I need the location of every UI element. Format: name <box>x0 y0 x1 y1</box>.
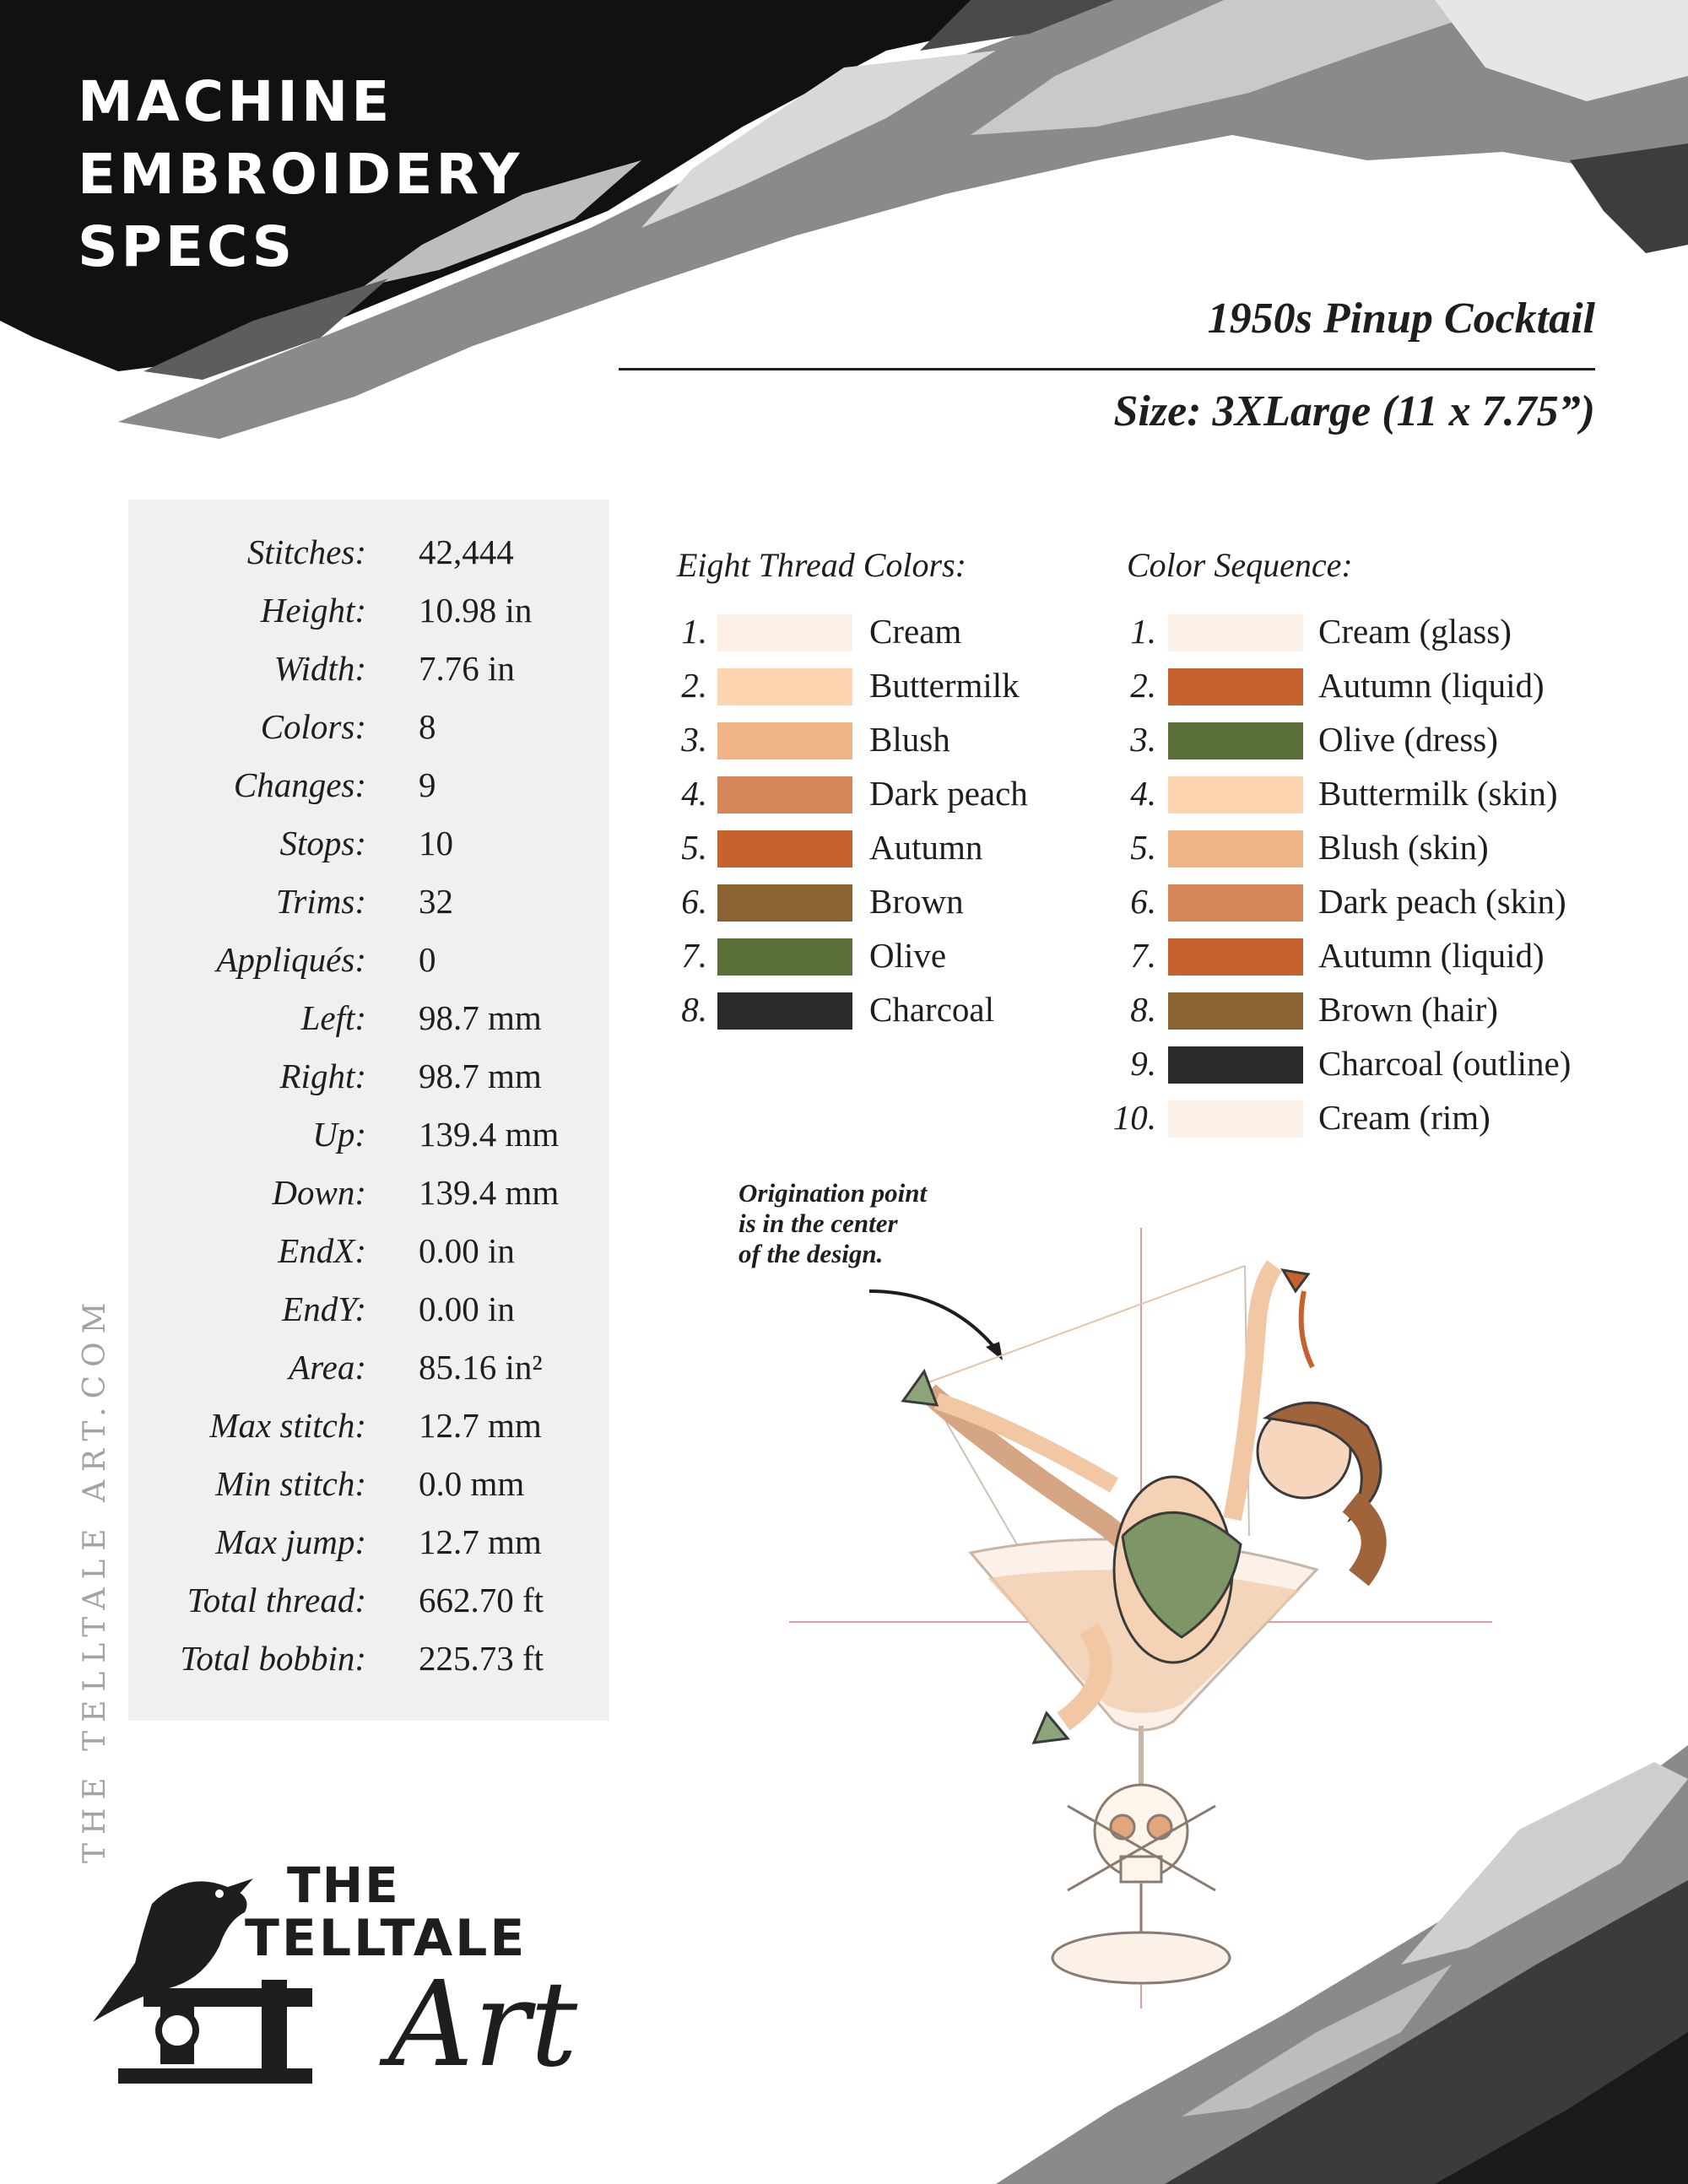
spec-value: 139.4 mm <box>419 1115 560 1154</box>
spec-value: 12.7 mm <box>419 1406 542 1445</box>
thread-name: Cream (glass) <box>1318 612 1512 651</box>
spec-value: 9 <box>419 765 436 804</box>
side-url: THE TELLTALE ART.COM <box>78 1294 112 1863</box>
color-swatch <box>1168 668 1303 705</box>
spec-value: 225.73 ft <box>419 1639 544 1678</box>
thread-name: Brown <box>869 882 964 921</box>
thread-name: Autumn <box>869 828 983 867</box>
spec-row <box>128 706 609 757</box>
spec-value: 42,444 <box>419 532 514 571</box>
color-swatch <box>1168 1100 1303 1138</box>
spec-label: Stitches: <box>246 532 366 571</box>
spec-row <box>128 1522 609 1572</box>
design-name: 1950s Pinup Cocktail <box>1207 295 1595 343</box>
color-swatch <box>717 938 852 976</box>
thread-name: Charcoal (outline) <box>1318 1044 1572 1083</box>
thread-number: 4. <box>681 774 707 813</box>
thread-number: 3. <box>1130 720 1156 759</box>
spec-row <box>128 1580 609 1630</box>
spec-value: 98.7 mm <box>419 1057 542 1095</box>
thread-name: Buttermilk <box>869 666 1020 705</box>
color-swatch <box>1168 992 1303 1030</box>
thread-number: 2. <box>1130 666 1156 705</box>
spec-row <box>128 532 609 582</box>
color-swatch <box>717 992 852 1030</box>
color-swatch <box>1168 614 1303 651</box>
thread-number: 7. <box>1130 936 1156 975</box>
design-size: Size: 3XLarge (11 x 7.75”) <box>1113 387 1595 435</box>
thread-number: 7. <box>681 936 707 975</box>
spec-row <box>128 939 609 990</box>
origin-note-line-2: is in the center <box>738 1208 898 1238</box>
spec-label: Appliqués: <box>216 940 366 979</box>
thread-name: Dark peach (skin) <box>1318 882 1566 921</box>
thread-name: Cream (rim) <box>1318 1098 1491 1137</box>
color-swatch <box>1168 722 1303 760</box>
color-swatch <box>1168 938 1303 976</box>
logo-text-the: THE <box>287 1857 400 1914</box>
spec-value: 7.76 in <box>419 649 515 688</box>
spec-row <box>128 1289 609 1339</box>
footer-brush-background <box>928 1711 1688 2184</box>
page-title-line-2: EMBROIDERY <box>78 142 523 207</box>
thread-number: 8. <box>681 990 707 1029</box>
thread-number: 5. <box>1130 828 1156 867</box>
spec-row <box>128 590 609 641</box>
thread-name: Buttermilk (skin) <box>1318 774 1558 813</box>
spec-value: 10 <box>419 824 453 862</box>
specs-panel <box>128 500 609 1721</box>
spec-label: Height: <box>260 591 366 630</box>
spec-label: Max stitch: <box>209 1406 366 1445</box>
spec-label: Down: <box>272 1173 366 1212</box>
logo-text-art: Art <box>388 1956 578 2094</box>
spec-row <box>128 881 609 932</box>
origin-arrow <box>869 1291 1000 1354</box>
spec-value: 8 <box>419 707 436 746</box>
color-swatch <box>1168 1046 1303 1084</box>
thread-name: Autumn (liquid) <box>1318 666 1545 705</box>
title-divider <box>619 368 1595 370</box>
thread-name: Blush (skin) <box>1318 828 1489 867</box>
color-swatch <box>717 668 852 705</box>
page-title <box>78 66 522 284</box>
spec-label: Left: <box>300 998 366 1037</box>
spec-value: 10.98 in <box>419 591 533 630</box>
spec-row <box>128 1463 609 1514</box>
thread-number: 3. <box>681 720 707 759</box>
spec-label: Area: <box>289 1348 366 1387</box>
spec-value: 0.00 in <box>419 1231 515 1270</box>
spec-row <box>128 1114 609 1165</box>
spec-label: Up: <box>312 1115 366 1154</box>
spec-value: 662.70 ft <box>419 1581 544 1619</box>
thread-name: Dark peach <box>869 774 1028 813</box>
thread-number: 8. <box>1130 990 1156 1029</box>
spec-row <box>128 1172 609 1223</box>
page-title-line-3: SPECS <box>78 214 296 279</box>
spec-label: Width: <box>273 649 366 688</box>
origin-note-line-1: Origination point <box>738 1178 928 1208</box>
spec-row <box>128 1056 609 1106</box>
spec-label: EndY: <box>282 1289 366 1328</box>
spec-row <box>128 765 609 815</box>
spec-label: Colors: <box>260 707 366 746</box>
thread-name: Brown (hair) <box>1318 990 1498 1029</box>
color-swatch <box>717 830 852 868</box>
thread-number: 10. <box>1112 1098 1156 1137</box>
spec-row <box>128 1638 609 1689</box>
spec-value: 0 <box>419 940 436 979</box>
thread-name: Cream <box>869 612 962 651</box>
color-swatch <box>1168 776 1303 814</box>
spec-label: Min stitch: <box>215 1464 366 1503</box>
spec-label: EndX: <box>278 1231 366 1270</box>
thread-number: 1. <box>681 612 707 651</box>
thread-number: 6. <box>1130 882 1156 921</box>
thread-colors-heading: Eight Thread Colors: <box>677 546 966 584</box>
spec-label: Total bobbin: <box>180 1639 366 1678</box>
spec-label: Changes: <box>233 765 366 804</box>
spec-value: 139.4 mm <box>419 1173 560 1212</box>
sewing-machine-icon <box>118 1980 312 2084</box>
spec-value: 12.7 mm <box>419 1522 542 1561</box>
spec-value: 0.0 mm <box>419 1464 525 1503</box>
color-swatch <box>717 884 852 922</box>
spec-label: Total thread: <box>187 1581 366 1619</box>
color-swatch <box>1168 884 1303 922</box>
thread-name: Charcoal <box>869 990 994 1029</box>
spec-value: 85.16 in² <box>419 1348 543 1387</box>
color-swatch <box>1168 830 1303 868</box>
thread-number: 1. <box>1130 612 1156 651</box>
spec-label: Stops: <box>279 824 366 862</box>
thread-name: Autumn (liquid) <box>1318 936 1545 975</box>
spec-label: Trims: <box>275 882 366 921</box>
logo-text-telltale: TELLTALE <box>245 1909 528 1968</box>
thread-number: 6. <box>681 882 707 921</box>
spec-row <box>128 1405 609 1456</box>
color-swatch <box>717 722 852 760</box>
spec-value: 98.7 mm <box>419 998 542 1037</box>
spec-row <box>128 1347 609 1397</box>
origin-note-line-3: of the design. <box>738 1239 884 1268</box>
spec-label: Right: <box>279 1057 366 1095</box>
thread-number: 4. <box>1130 774 1156 813</box>
thread-name: Olive (dress) <box>1318 720 1498 759</box>
page-title-line-1: MACHINE <box>78 69 393 134</box>
spec-value: 0.00 in <box>419 1289 515 1328</box>
thread-number: 5. <box>681 828 707 867</box>
spec-label: Max jump: <box>215 1522 366 1561</box>
thread-name: Blush <box>869 720 950 759</box>
spec-value: 32 <box>419 882 453 921</box>
spec-row <box>128 1230 609 1281</box>
spec-row <box>128 823 609 873</box>
color-sequence-heading: Color Sequence: <box>1127 546 1353 584</box>
spec-row <box>128 648 609 699</box>
thread-number: 2. <box>681 666 707 705</box>
color-swatch <box>717 776 852 814</box>
color-swatch <box>717 614 852 651</box>
spec-row <box>128 997 609 1048</box>
thread-name: Olive <box>869 936 947 975</box>
thread-number: 9. <box>1130 1044 1156 1083</box>
